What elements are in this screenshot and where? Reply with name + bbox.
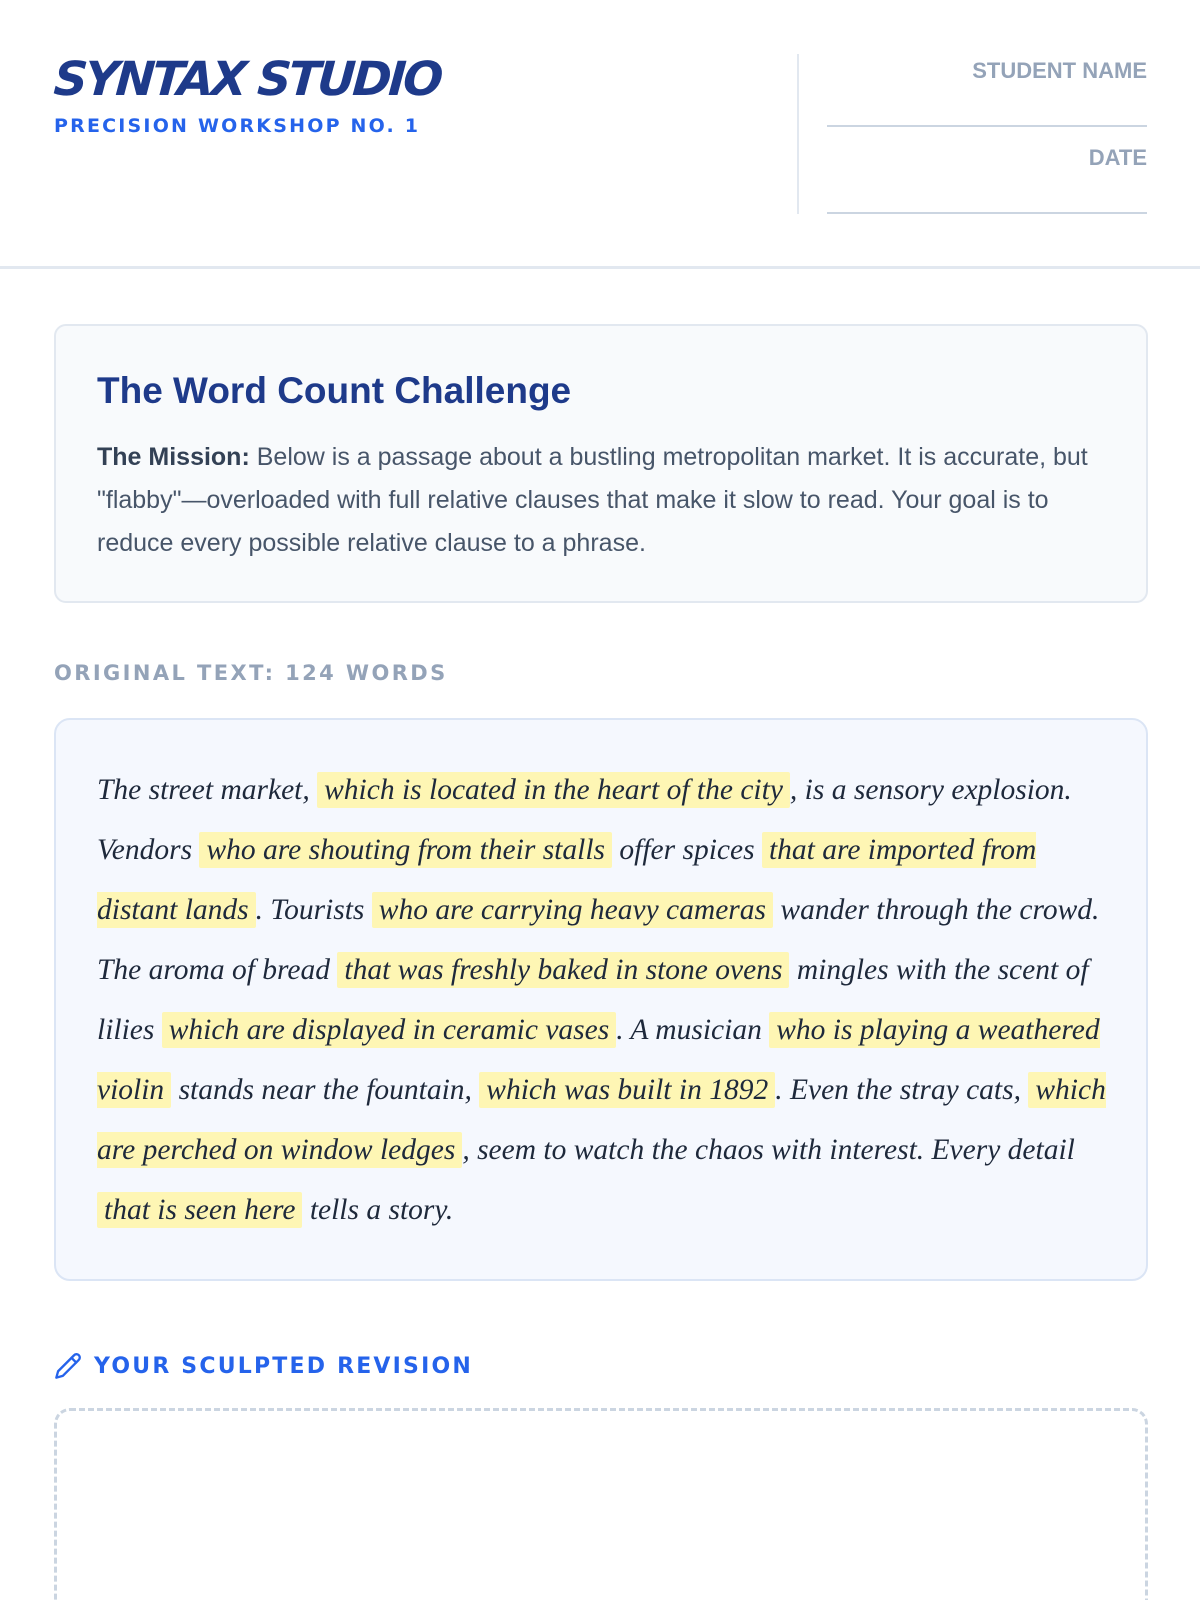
relative-clause-highlight: which are perched on window ledges	[97, 1074, 1106, 1166]
date-label: DATE	[1088, 145, 1147, 170]
relative-clause-highlight: that was freshly baked in stone ovens	[337, 952, 789, 988]
mission-card	[54, 324, 1148, 603]
passage-text: wander through the crowd. The aroma of bread	[97, 894, 1100, 986]
student-name-label: STUDENT NAME	[972, 58, 1147, 83]
relative-clause-highlight: that is seen here	[97, 1192, 302, 1228]
passage-text: The street market,	[97, 774, 318, 806]
relative-clause-highlight: which are displayed in ceramic vases	[162, 1012, 616, 1048]
original-text-label: ORIGINAL TEXT: 124 WORDS	[54, 661, 448, 685]
revision-input-area[interactable]	[54, 1408, 1148, 1600]
brand-logo: SYNTAX STUDIO	[52, 52, 443, 107]
student-name-field[interactable]	[827, 125, 1147, 127]
mission-title: The Word Count Challenge	[97, 370, 572, 411]
pencil-icon	[54, 1352, 82, 1380]
relative-clause-highlight: which is located in the heart of the city	[317, 772, 790, 808]
passage-text: offer spices	[612, 834, 762, 866]
mission-lead: The Mission:	[97, 443, 250, 471]
relative-clause-highlight: who is playing a weathered violin	[97, 1014, 1100, 1106]
workshop-subtitle: PRECISION WORKSHOP NO. 1	[54, 115, 421, 137]
passage-text: mingles with the scent of lilies	[97, 954, 1089, 1046]
mission-text	[97, 436, 1107, 565]
mission-body: Below is a passage about a bustling metropolitan market. It is accurate, but "flabby"—overloaded with full relative clauses that make it slow to read. Your goal is to reduce every possible relative clause to a phrase.	[97, 443, 1088, 557]
passage-text: . A musician	[616, 1014, 770, 1046]
relative-clause-highlight: that are imported from distant lands	[97, 834, 1037, 926]
relative-clause-highlight: who are carrying heavy cameras	[372, 892, 773, 928]
relative-clause-highlight: which was built in 1892	[479, 1072, 775, 1108]
passage-text: . Tourists	[255, 894, 372, 926]
passage-text: , seem to watch the chaos with interest. Every detail	[462, 1134, 1075, 1166]
passage-text: . Even the stray cats,	[775, 1074, 1029, 1106]
original-passage-box	[54, 718, 1148, 1281]
header	[0, 0, 1200, 269]
original-passage	[97, 760, 1112, 1240]
passage-text: , is a sensory explosion. Vendors	[97, 774, 1072, 866]
passage-text: stands near the fountain,	[171, 1074, 480, 1106]
revision-label: YOUR SCULPTED REVISION	[94, 1353, 473, 1379]
header-divider	[797, 54, 799, 214]
revision-header	[54, 1351, 473, 1381]
date-field[interactable]	[827, 212, 1147, 214]
relative-clause-highlight: who are shouting from their stalls	[199, 832, 612, 868]
passage-text: tells a story.	[302, 1194, 454, 1226]
